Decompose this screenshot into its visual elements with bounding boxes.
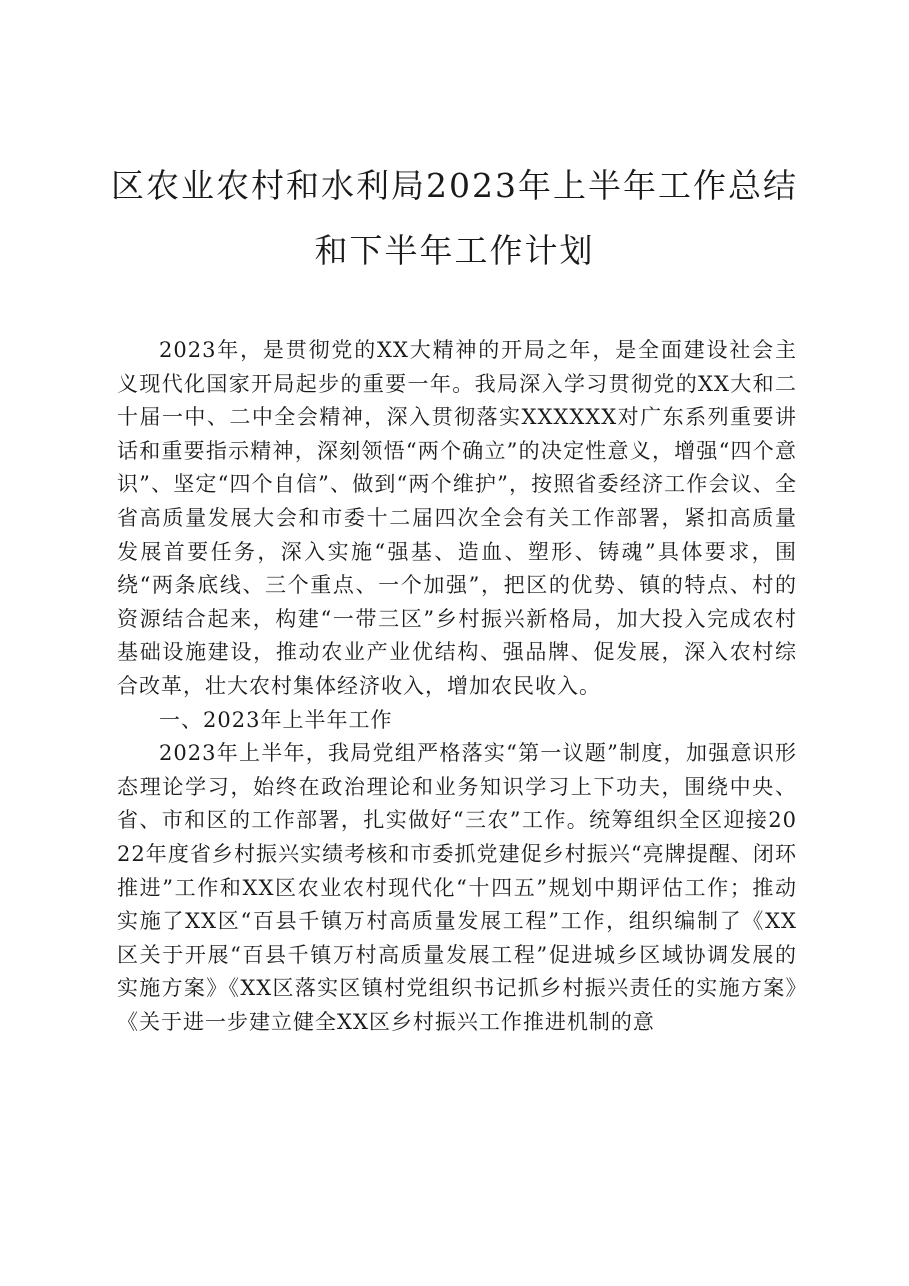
document-body <box>117 334 797 1039</box>
document-title-line-2: 和下半年工作计划 <box>314 231 595 270</box>
document-title-line-1: 区农业农村和水利局2023年上半年工作总结 <box>111 166 798 205</box>
section-heading-1: 一、2023年上半年工作 <box>159 707 393 732</box>
paragraph-first-half-work: 2023年上半年，我局党组严格落实“第一议题”制度，加强意识形态理论学习，始终在政治理论和业务知识学习上下功夫，围绕中央、省、市和区的工作部署，扎实做好“三农”工作。统筹组织全区迎接2022年度省乡村振兴实绩考核和市委抓党建促乡村振兴“亮牌提醒、闭环推进”工作和XX区农业农村现代化“十四五”规划中期评估工作；推动实施了XX区“百县千镇万村高质量发展工程”工作，组织编制了《XX区关于开展“百县千镇万村高质量发展工程”促进城乡区域协调发展的实施方案》《XX区落实区镇村党组织书记抓乡村振兴责任的实施方案》《关于进一步建立健全XX区乡村振兴工作推进机制的意 <box>117 741 797 1034</box>
paragraph-intro: 2023年，是贯彻党的XX大精神的开局之年，是全面建设社会主义现代化国家开局起步的重要一年。我局深入学习贯彻党的XX大和二十届一中、二中全会精神，深入贯彻落实XXXXXX对广东系列重要讲话和重要指示精神，深刻领悟“两个确立”的决定性意义，增强“四个意识”、坚定“四个自信”、做到“两个维护”，按照省委经济工作会议、全省高质量发展大会和市委十二届四次全会有关工作部署，紧扣高质量发展首要任务，深入实施“强基、造血、塑形、铸魂”具体要求，围绕“两条底线、三个重点、一个加强”，把区的优势、镇的特点、村的资源结合起来，构建“一带三区”乡村振兴新格局，加大投入完成农村基础设施建设，推动农业产业优结构、强品牌、促发展，深入农村综合改革，壮大农村集体经济收入，增加农民收入。 <box>117 338 797 698</box>
